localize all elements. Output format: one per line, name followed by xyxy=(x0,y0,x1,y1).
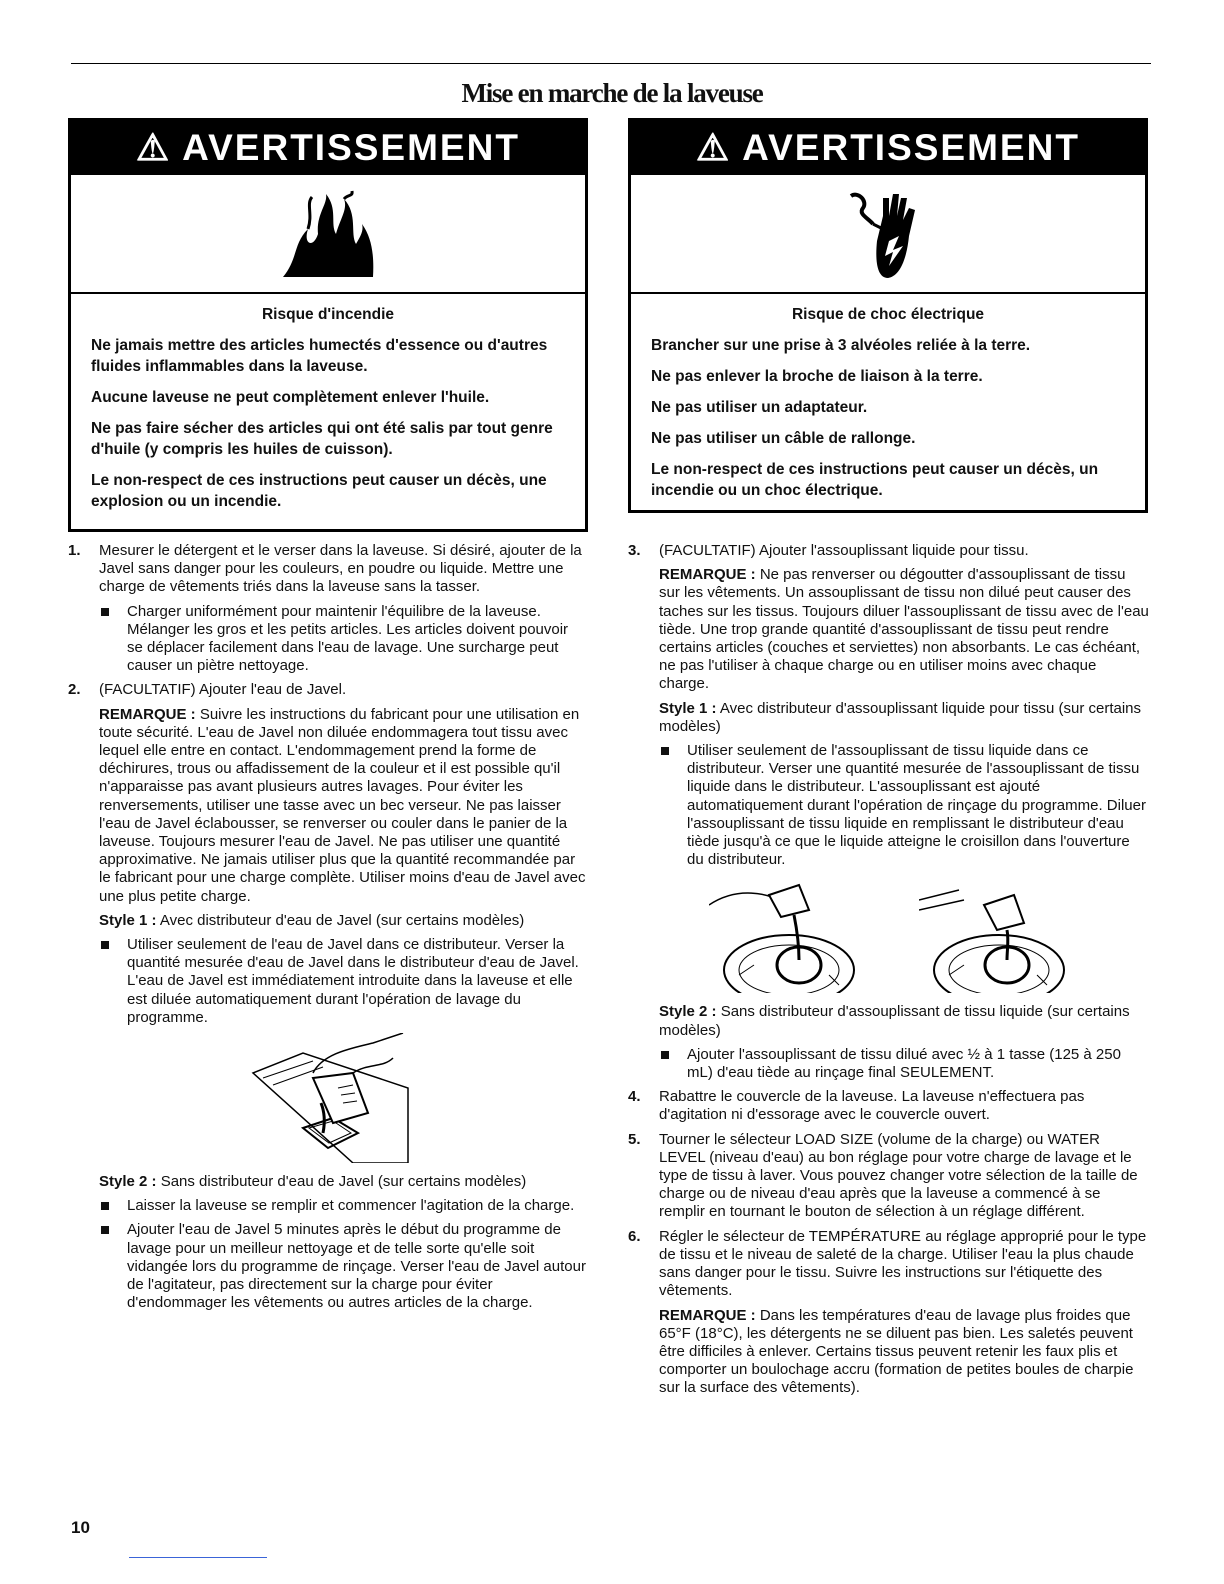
step-text: (FACULTATIF) Ajouter l'assouplissant liquide pour tissu. xyxy=(659,542,1029,559)
bullet-item: Charger uniformément pour maintenir l'équilibre de la laveuse. Mélanger les gros et les petits articles. Les articles doivent pouvoir se déplacer facilement dans l'eau de lavage. Une surcharge peut causer un piètre nettoyage. xyxy=(68,603,588,676)
bullet-item: Utiliser seulement de l'eau de Javel dans ce distributeur. Verser la quantité mesurée d'eau de Javel dans le distributeur d'eau de Javel. L'eau de Javel est immédiatement introduite dans la laveuse et elle est diluée automatiquement durant l'opération de lavage du programme. xyxy=(68,936,588,1027)
step-5 xyxy=(628,1131,1150,1222)
style-1-heading: Style 1 : Avec distributeur d'eau de Javel (sur certains modèles) xyxy=(99,911,525,929)
step-text: (FACULTATIF) Ajouter l'eau de Javel. xyxy=(99,681,347,699)
right-column xyxy=(628,542,1150,1404)
footer-link-underline xyxy=(129,1557,267,1558)
bullet-square-icon xyxy=(101,1202,109,1210)
warning-triangle-icon: ⚠ xyxy=(136,127,172,168)
style-1-heading: Style 1 : Avec distributeur d'assouplissant liquide pour tissu (sur certains modèles) xyxy=(659,699,1141,735)
bullet-square-icon xyxy=(101,1226,109,1234)
left-column xyxy=(68,542,588,1319)
warning-line: Ne pas utiliser un câble de rallonge. xyxy=(651,430,916,447)
style-2-heading: Style 2 : Sans distributeur d'eau de Javel (sur certains modèles) xyxy=(99,1173,527,1191)
page-title: Mise en marche de la laveuse xyxy=(461,78,763,108)
bullet-square-icon xyxy=(101,608,109,616)
warning-line: Brancher sur une prise à 3 alvéoles reliée à la terre. xyxy=(651,337,1031,354)
step-number: 6. xyxy=(628,1227,641,1245)
step-text: Régler le sélecteur de TEMPÉRATURE au réglage approprié pour le type de tissu et le niveau de saleté de la charge. Utiliser l'eau la plus chaude sans danger pour le tissu. Suivre les instructions sur l'étiquette des vêtements. xyxy=(659,1227,1147,1300)
softener-dispenser-illustration-1 xyxy=(709,875,859,993)
step-text: Mesurer le détergent et le verser dans la laveuse. Si désiré, ajouter de la Javel sans danger pour les couleurs, en poudre ou liquide. Mettre une charge de vêtements triés dans la laveuse sans la tasser. xyxy=(99,542,582,596)
style-2-heading: Style 2 : Sans distributeur d'assouplissant de tissu liquide (sur certains modèles) xyxy=(659,1003,1130,1039)
shock-warning-box xyxy=(628,118,1148,513)
warning-line: Ne pas enlever la broche de liaison à la terre. xyxy=(651,368,983,385)
step-2 xyxy=(68,681,588,699)
bullet-square-icon xyxy=(661,1051,669,1059)
step-number: 3. xyxy=(628,542,641,559)
top-rule xyxy=(71,63,1151,64)
step-3 xyxy=(628,542,1150,560)
bleach-pouring-illustration xyxy=(68,1033,588,1163)
softener-dispenser-illustration-2 xyxy=(919,875,1069,993)
bullet-square-icon xyxy=(101,941,109,949)
fire-warning-box xyxy=(68,118,588,532)
warning-line: Aucune laveuse ne peut complètement enlever l'huile. xyxy=(91,389,490,406)
step-text: Tourner le sélecteur LOAD SIZE (volume de la charge) ou WATER LEVEL (niveau d'eau) au bon réglage pour votre charge de lavage et le type de tissu à laver. Vous pouvez changer votre sélection de la taille de charge ou de niveau d'eau après que la laveuse a commencé à se remplir en tournant le bouton de sélection à un réglage différent. xyxy=(659,1130,1138,1221)
fire-icon xyxy=(71,175,585,294)
warning-line: Le non-respect de ces instructions peut causer un décès, une explosion ou un incendie. xyxy=(91,472,547,510)
step-4 xyxy=(628,1088,1150,1124)
bullet-square-icon xyxy=(661,747,669,755)
electric-shock-icon xyxy=(631,175,1145,294)
step-number: 2. xyxy=(68,681,81,699)
step-1 xyxy=(68,542,588,597)
bullet-item: Laisser la laveuse se remplir et commencer l'agitation de la charge. xyxy=(68,1197,588,1215)
warning-line: Le non-respect de ces instructions peut causer un décès, un incendie ou un choc électrique. xyxy=(651,461,1099,499)
step-6 xyxy=(628,1228,1150,1301)
warning-header: ⚠ AVERTISSEMENT xyxy=(631,121,1145,175)
remark: REMARQUE : Ne pas renverser ou dégoutter d'assouplissant de tissu sur les vêtements. Un assouplissant de tissu non dilué peut causer des taches sur les tissus. Toujours diluer l'assouplissant de tissu avec de l'eau tiède. Une trop grande quantité d'assouplissant de tissu peut rendre certains articles (couches et serviettes) non absorbants. Le cas échéant, ne pas l'utiliser à chaque charge ou en utiliser moins avec chaque charge. xyxy=(659,566,1149,693)
bullet-item: Utiliser seulement de l'assouplissant de tissu liquide dans ce distributeur. Verser une quantité mesurée de l'assouplissant de tissu liquide dans le distributeur. L'assouplissant est ajouté automatiquement durant l'opération de rinçage du programme. Diluer l'assouplissant de tissu liquide en remplissant le distributeur d'eau tiède jusqu'à ce que le liquide atteigne le croisillon dans l'ouverture du distributeur. xyxy=(628,742,1150,869)
warning-header: ⚠ AVERTISSEMENT xyxy=(71,121,585,175)
bullet-item: Ajouter l'assouplissant de tissu dilué avec ½ à 1 tasse (125 à 250 mL) d'eau tiède au rinçage final SEULEMENT. xyxy=(628,1046,1150,1082)
warning-line: Ne pas utiliser un adaptateur. xyxy=(651,399,868,416)
warning-risk-title: Risque d'incendie xyxy=(261,306,394,323)
warning-triangle-icon: ⚠ xyxy=(696,127,732,168)
warning-line: Ne jamais mettre des articles humectés d'essence ou d'autres fluides inflammables dans la laveuse. xyxy=(91,337,548,375)
warning-risk-title: Risque de choc électrique xyxy=(791,306,985,323)
page-number: 10 xyxy=(71,1518,90,1537)
warning-line: Ne pas faire sécher des articles qui ont été salis par tout genre d'huile (y compris les huiles de cuisson). xyxy=(91,420,553,458)
softener-pouring-illustrations xyxy=(628,875,1150,993)
remark: REMARQUE : Suivre les instructions du fabricant pour une utilisation en toute sécurité. L'eau de Javel non diluée endommagera tout tissu avec lequel elle entre en contact. L'endommagement prend la forme de déchirures, trous ou affadissement de la couleur et il est possible qu'il n'apparaisse pas avant plusieurs autres lavages. Pour éviter les renversements, utiliser une tasse avec un bec verseur. Ne pas laisser l'eau de Javel éclabousser, se renverser ou couler dans le panier de la laveuse. Toujours mesurer l'eau de Javel. Ne pas utiliser une quantité approximative. Ne jamais utiliser plus que la quantité recommandée par le fabricant pour une charge complète. Utiliser moins d'eau de Javel avec une plus petite charge. xyxy=(99,705,586,905)
remark: REMARQUE : Dans les températures d'eau de lavage plus froides que 65°F (18°C), les détergents ne se diluent pas bien. Les saletés peuvent être difficiles à enlever. Certains tissus peuvent retenir les faux plis et comporter un boulochage accru (formation de petites boules de charpie sur la surface des vêtements). xyxy=(659,1306,1134,1397)
step-text: Rabattre le couvercle de la laveuse. La laveuse n'effectuera pas d'agitation ni d'essorage avec le couvercle ouvert. xyxy=(659,1088,1085,1124)
step-number: 4. xyxy=(628,1088,641,1106)
step-number: 1. xyxy=(68,542,81,559)
step-number: 5. xyxy=(628,1130,641,1148)
bullet-item: Ajouter l'eau de Javel 5 minutes après le début du programme de lavage pour un meilleur nettoyage et de telle sorte qu'elle soit vidangée lors du programme de rinçage. Verser l'eau de Javel autour de l'agitateur, pas directement sur la charge pour éviter d'endommager les vêtements ou autres articles de la charge. xyxy=(68,1221,588,1312)
